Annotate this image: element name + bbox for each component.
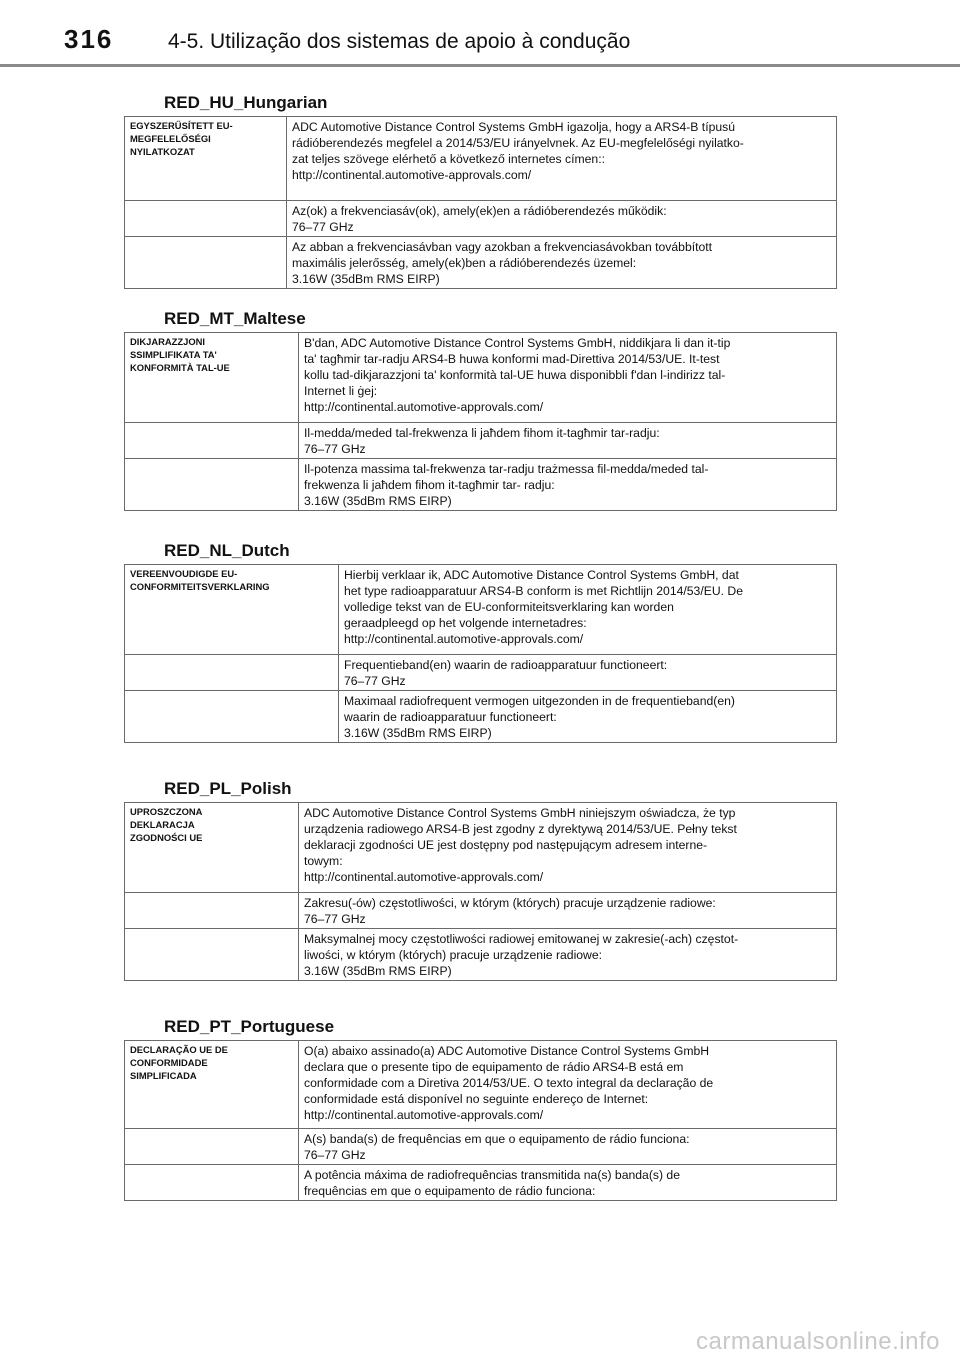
chapter-title: 4-5. Utilização dos sistemas de apoio à condução bbox=[168, 30, 631, 53]
declaration-table bbox=[124, 802, 837, 981]
text-line: conformidade com a Diretiva 2014/53/UE. O texto integral da declaração de bbox=[304, 1076, 714, 1090]
declaration-text-cell bbox=[287, 201, 837, 237]
text-line: ADC Automotive Distance Control Systems GmbH igazolja, hogy a ARS4-B típusú bbox=[292, 120, 736, 134]
table-row bbox=[125, 1129, 837, 1165]
text-line: Hierbij verklaar ik, ADC Automotive Distance Control Systems GmbH, dat bbox=[344, 568, 739, 582]
text-line: rádióberendezés megfelel a 2014/53/EU irányelvnek. Az EU-megfelelőségi nyilatko- bbox=[292, 136, 744, 150]
empty-label-cell bbox=[125, 893, 299, 929]
text-line: 76–77 GHz bbox=[292, 220, 354, 234]
table-row bbox=[125, 333, 837, 423]
declaration-label-cell bbox=[125, 803, 299, 893]
section-title: RED_PT_Portuguese bbox=[164, 1017, 335, 1036]
text-line: ADC Automotive Distance Control Systems GmbH niniejszym oświadcza, że typ bbox=[304, 806, 736, 820]
table-row bbox=[125, 423, 837, 459]
text-line: frequências em que o equipamento de rádio funciona: bbox=[304, 1184, 596, 1198]
declaration-text-cell bbox=[339, 565, 837, 655]
text-line: Az abban a frekvenciasávban vagy azokban a frekvenciasávokban továbbított bbox=[292, 240, 713, 254]
empty-label-cell bbox=[125, 1165, 299, 1201]
text-line: Maksymalnej mocy częstotliwości radiowej emitowanej w zakresie(-ach) częstot- bbox=[304, 932, 739, 946]
table-row bbox=[125, 655, 837, 691]
declaration-text-cell bbox=[339, 655, 837, 691]
declaration-table bbox=[124, 564, 837, 743]
text-line: 3.16W (35dBm RMS EIRP) bbox=[304, 964, 452, 978]
declaration-table bbox=[124, 332, 837, 511]
declaration-label-cell bbox=[125, 333, 299, 423]
text-line: 76–77 GHz bbox=[304, 1148, 366, 1162]
declaration-text-cell bbox=[299, 1165, 837, 1201]
table-row bbox=[125, 117, 837, 201]
table-row bbox=[125, 201, 837, 237]
text-line: ta' tagħmir tar-radju ARS4-B huwa konformi mad-Direttiva 2014/53/UE. It-test bbox=[304, 352, 720, 366]
table-row bbox=[125, 691, 837, 743]
table-row bbox=[125, 237, 837, 289]
declaration-text-cell bbox=[299, 803, 837, 893]
text-line: het type radioapparatuur ARS4-B conform is met Richtlijn 2014/53/EU. De bbox=[344, 584, 744, 598]
empty-label-cell bbox=[125, 929, 299, 981]
empty-label-cell bbox=[125, 655, 339, 691]
text-line: O(a) abaixo assinado(a) ADC Automotive Distance Control Systems GmbH bbox=[304, 1044, 710, 1058]
empty-label-cell bbox=[125, 691, 339, 743]
text-line: Frequentieband(en) waarin de radioapparatuur functioneert: bbox=[344, 658, 668, 672]
section-title: RED_MT_Maltese bbox=[164, 309, 306, 328]
label-line: DEKLARACJA bbox=[130, 819, 195, 830]
text-line: Zakresu(-ów) częstotliwości, w którym (których) pracuje urządzenie radiowe: bbox=[304, 896, 716, 910]
text-line: geraadpleegd op het volgende internetadres: bbox=[344, 616, 587, 630]
text-line: A potência máxima de radiofrequências transmitida na(s) banda(s) de bbox=[304, 1168, 680, 1182]
text-line: Internet li ġej: bbox=[304, 384, 378, 398]
text-line: 3.16W (35dBm RMS EIRP) bbox=[292, 272, 440, 286]
label-line: DIKJARAZZJONI bbox=[130, 336, 206, 347]
text-line: liwości, w którym (których) pracuje urządzenie radiowe: bbox=[304, 948, 603, 962]
text-line: A(s) banda(s) de frequências em que o equipamento de rádio funciona: bbox=[304, 1132, 690, 1146]
text-line: 76–77 GHz bbox=[304, 442, 366, 456]
table-row bbox=[125, 803, 837, 893]
declaration-text-cell bbox=[299, 1129, 837, 1165]
label-line: MEGFELELŐSÉGI bbox=[130, 133, 211, 144]
text-line: 3.16W (35dBm RMS EIRP) bbox=[304, 494, 452, 508]
label-line: SIMPLIFICADA bbox=[130, 1070, 197, 1081]
label-line: DECLARAÇÃO UE DE bbox=[130, 1044, 228, 1055]
declaration-text-cell bbox=[299, 929, 837, 981]
empty-label-cell bbox=[125, 423, 299, 459]
text-line: 76–77 GHz bbox=[304, 912, 366, 926]
text-line: maximális jelerősség, amely(ek)ben a rádióberendezés üzemel: bbox=[292, 256, 637, 270]
label-line: CONFORMIDADE bbox=[130, 1057, 208, 1068]
text-line: Il-potenza massima tal-frekwenza tar-radju trażmessa fil-medda/meded tal- bbox=[304, 462, 709, 476]
declaration-text-cell bbox=[287, 117, 837, 201]
empty-label-cell bbox=[125, 1129, 299, 1165]
table-row bbox=[125, 1165, 837, 1201]
text-line: http://continental.automotive-approvals.com/ bbox=[292, 168, 532, 182]
section-title: RED_NL_Dutch bbox=[164, 541, 290, 560]
declaration-text-cell bbox=[339, 691, 837, 743]
declaration-text-cell bbox=[299, 893, 837, 929]
text-line: volledige tekst van de EU-conformiteitsverklaring kan worden bbox=[344, 600, 674, 614]
text-line: Il-medda/meded tal-frekwenza li jaħdem fihom it-tagħmir tar-radju: bbox=[304, 426, 660, 440]
declaration-text-cell bbox=[299, 459, 837, 511]
label-line: KONFORMITÀ TAL-UE bbox=[130, 362, 230, 373]
label-line: EGYSZERŰSÍTETT EU- bbox=[130, 120, 233, 131]
section-title: RED_PL_Polish bbox=[164, 779, 292, 798]
empty-label-cell bbox=[125, 237, 287, 289]
declaration-label-cell bbox=[125, 565, 339, 655]
text-line: kollu tad-dikjarazzjoni ta' konformità tal-UE huwa disponibbli f'dan l-indirizz tal- bbox=[304, 368, 726, 382]
text-line: 3.16W (35dBm RMS EIRP) bbox=[344, 726, 492, 740]
label-line: CONFORMITEITSVERKLARING bbox=[130, 581, 270, 592]
declaration-label-cell bbox=[125, 117, 287, 201]
table-row bbox=[125, 893, 837, 929]
label-line: SSIMPLIFIKATA TA' bbox=[130, 349, 217, 360]
text-line: http://continental.automotive-approvals.com/ bbox=[344, 632, 584, 646]
text-line: waarin de radioapparatuur functioneert: bbox=[344, 710, 557, 724]
empty-label-cell bbox=[125, 459, 299, 511]
declaration-text-cell bbox=[287, 237, 837, 289]
text-line: towym: bbox=[304, 854, 343, 868]
text-line: conformidade está disponível no seguinte endereço de Internet: bbox=[304, 1092, 649, 1106]
declaration-text-cell bbox=[299, 333, 837, 423]
empty-label-cell bbox=[125, 201, 287, 237]
text-line: B'dan, ADC Automotive Distance Control Systems GmbH, niddikjara li dan it-tip bbox=[304, 336, 731, 350]
site-watermark: carmanualsonline.info bbox=[696, 1328, 940, 1355]
text-line: http://continental.automotive-approvals.com/ bbox=[304, 870, 544, 884]
page-number: 316 bbox=[64, 24, 114, 54]
declaration-label-cell bbox=[125, 1041, 299, 1129]
label-line: UPROSZCZONA bbox=[130, 806, 203, 817]
text-line: declara que o presente tipo de equipamento de rádio ARS4-B está em bbox=[304, 1060, 684, 1074]
declaration-table bbox=[124, 116, 837, 289]
text-line: http://continental.automotive-approvals.com/ bbox=[304, 400, 544, 414]
text-line: http://continental.automotive-approvals.com/ bbox=[304, 1108, 544, 1122]
section-title: RED_HU_Hungarian bbox=[164, 93, 328, 112]
label-line: ZGODNOŚCI UE bbox=[130, 832, 203, 843]
text-line: Maximaal radiofrequent vermogen uitgezonden in de frequentieband(en) bbox=[344, 694, 735, 708]
declaration-table bbox=[124, 1040, 837, 1201]
label-line: NYILATKOZAT bbox=[130, 146, 195, 157]
page-header bbox=[0, 0, 960, 68]
text-line: urządzenia radiowego ARS4-B jest zgodny z dyrektywą 2014/53/UE. Pełny tekst bbox=[304, 822, 737, 836]
table-row bbox=[125, 459, 837, 511]
table-row bbox=[125, 1041, 837, 1129]
label-line: VEREENVOUDIGDE EU- bbox=[130, 568, 238, 579]
table-row bbox=[125, 565, 837, 655]
text-line: deklaracji zgodności UE jest dostępny pod następującym adresem interne- bbox=[304, 838, 708, 852]
table-row bbox=[125, 929, 837, 981]
text-line: Az(ok) a frekvenciasáv(ok), amely(ek)en a rádióberendezés működik: bbox=[292, 204, 667, 218]
declaration-text-cell bbox=[299, 1041, 837, 1129]
text-line: frekwenza li jaħdem fihom it-tagħmir tar- radju: bbox=[304, 478, 555, 492]
text-line: 76–77 GHz bbox=[344, 674, 406, 688]
text-line: zat teljes szövege elérhető a következő internetes címen:: bbox=[292, 152, 605, 166]
header-divider bbox=[0, 64, 960, 67]
declaration-text-cell bbox=[299, 423, 837, 459]
